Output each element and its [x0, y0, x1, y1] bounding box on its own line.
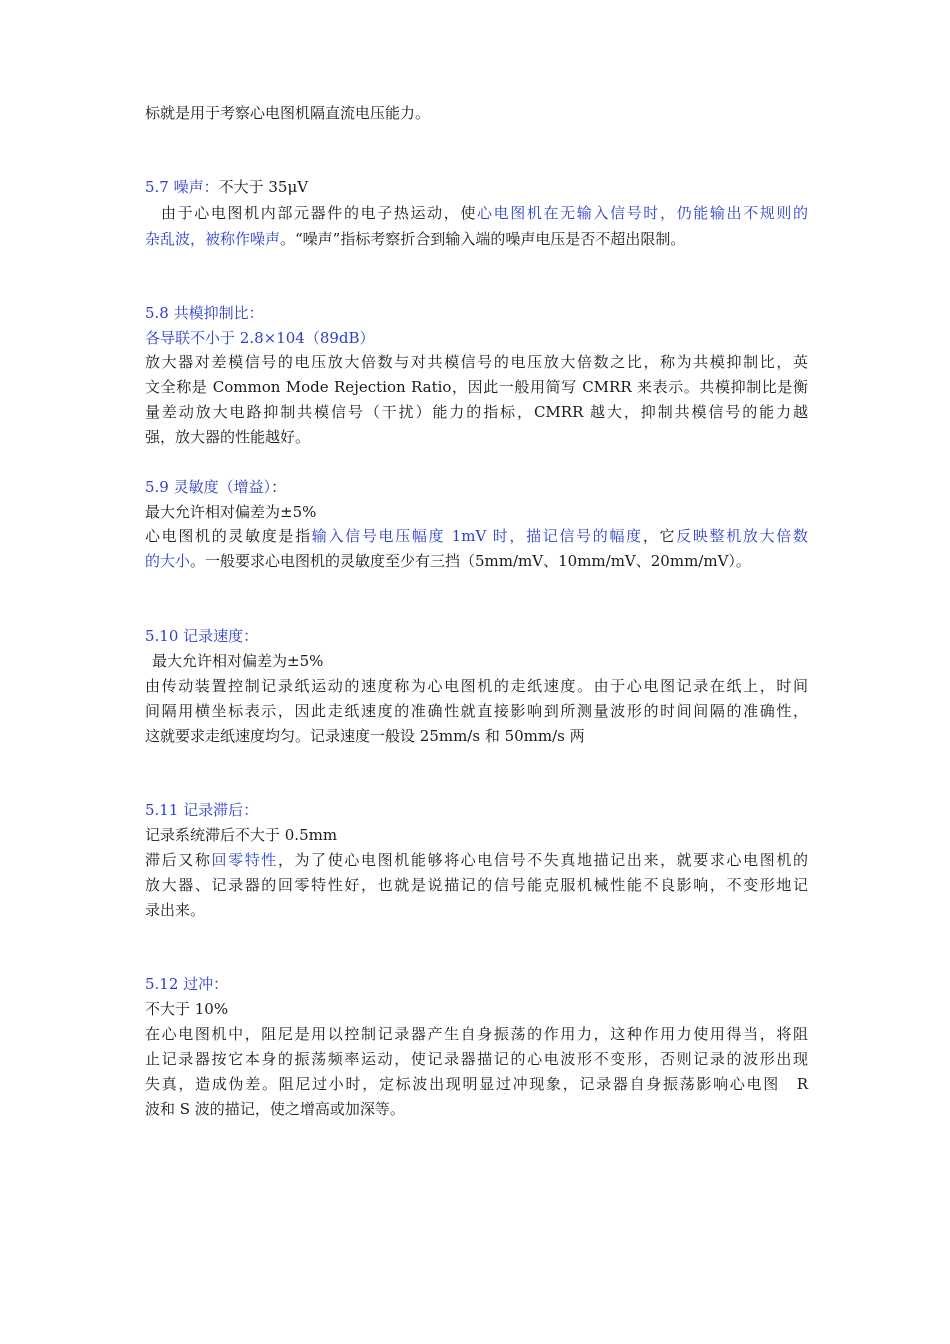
section-5-11-line-3: 录出来。: [145, 901, 206, 919]
section-5-11-title: 5.11 记录滞后：: [145, 801, 259, 819]
text-run: ，为了使心电图机能够将心电信号不失真地描记出来，就要求心电图机的: [277, 851, 808, 869]
section-5-8-title: 5.8 共模抑制比：: [145, 304, 264, 322]
text-run: 。一般要求心电图机的灵敏度至少有三挡（5mm/mV、10mm/mV、20mm/mV）。: [190, 552, 751, 570]
section-5-9-requirement: 最大允许相对偏差为±5%: [145, 503, 317, 521]
highlight-run: 心电图机在无输入信号时，仍能输出不规则的: [477, 204, 808, 222]
text-run: 放大器对差模信号的电压放大倍数与对共模信号的电压放大倍数之比，称为共模抑制比，英: [145, 353, 808, 371]
section-5-12-line-1: [145, 1024, 808, 1044]
text-run: 失真，造成伪差。阻尼过小时，定标波出现明显过冲现象，记录器自身振荡影响心电图 R: [145, 1075, 808, 1093]
text-run: 由于心电图机内部元器件的电子热运动，使: [161, 204, 477, 222]
section-5-10-line-2: [145, 701, 808, 721]
text-run: 文全称是 Common Mode Rejection Ratio，因此一般用简写 CMRR 来表示。共模抑制比是衡: [145, 378, 808, 396]
section-5-11-line-1-text: [145, 850, 808, 870]
highlight-run: 的大小: [145, 552, 191, 570]
section-5-7-para-line-1: [161, 203, 808, 223]
section-5-12-line-4: 波和 S 波的描记，使之增高或加深等。: [145, 1100, 405, 1118]
section-5-7-para-line-2: [145, 229, 685, 249]
section-5-7-title: 5.7 噪声：: [145, 178, 219, 196]
section-5-8-line-3: [145, 402, 808, 422]
section-5-8-line-2: [145, 377, 808, 397]
section-5-10-requirement: 最大允许相对偏差为±5%: [152, 652, 324, 670]
highlight-run: 杂乱波，被称作噪声: [145, 230, 281, 248]
text-run: ，它: [642, 527, 677, 545]
section-5-11-line-2: [145, 875, 808, 895]
text-run: ：: [271, 478, 287, 496]
highlight-run: 回零特性: [211, 851, 278, 869]
section-5-9-title: 5.9 灵敏度（增益）: [145, 478, 272, 496]
intro-line: 标就是用于考察心电图机隔直流电压能力。: [145, 104, 431, 122]
text-run: 间隔用横坐标表示，因此走纸速度的准确性就直接影响到所测量波形的时间间隔的准确性，: [145, 702, 808, 720]
section-5-9-heading: [145, 477, 286, 497]
section-5-12-title: 5.12 过冲：: [145, 975, 229, 993]
section-5-7-heading: [145, 177, 308, 197]
section-5-7-value: 不大于 35μV: [218, 178, 309, 196]
section-5-10-line-3: 这就要求走纸速度均匀。记录速度一般设 25mm/s 和 50mm/s 两: [145, 727, 585, 745]
text-run: 止记录器按它本身的振荡频率运动，使记录器描记的心电波形不变形，否则记录的波形出现: [145, 1050, 808, 1068]
section-5-8-line-4: 强，放大器的性能越好。: [145, 428, 311, 446]
text-run: 由传动装置控制记录纸运动的速度称为心电图机的走纸速度。由于心电图记录在纸上，时间: [145, 677, 808, 695]
section-5-9-line-1-text: [145, 526, 808, 546]
section-5-9-line-1: [145, 526, 808, 546]
text-run: 心电图机的灵敏度是指: [145, 527, 312, 545]
text-run: 量差动放大电路抑制共模信号（干扰）能力的指标，CMRR 越大，抑制共模信号的能力越: [145, 403, 808, 421]
text-run: 在心电图机中，阻尼是用以控制记录器产生自身振荡的作用力，这种作用力使用得当，将阻: [145, 1025, 808, 1043]
text-run: 。“噪声”指标考察折合到输入端的噪声电压是否不超出限制。: [280, 230, 686, 248]
section-5-8-requirement: 各导联不小于 2.8×104（89dB）: [145, 329, 375, 347]
section-5-11-line-1: [145, 850, 808, 870]
section-5-11-requirement: 记录系统滞后不大于 0.5mm: [145, 826, 338, 844]
text-run: 滞后又称: [145, 851, 212, 869]
section-5-10-line-1: [145, 676, 808, 696]
section-5-9-line-2: [145, 551, 751, 571]
section-5-8-line-1: [145, 352, 808, 372]
section-5-12-line-2: [145, 1049, 808, 1069]
highlight-run: 输入信号电压幅度 1mV 时，描记信号的幅度: [311, 527, 643, 545]
section-5-12-line-3: [145, 1074, 808, 1094]
text-run: 放大器、记录器的回零特性好，也就是说描记的信号能克服机械性能不良影响，不变形地记: [145, 876, 808, 894]
section-5-10-title: 5.10 记录速度：: [145, 627, 259, 645]
section-5-12-requirement: 不大于 10%: [145, 1000, 229, 1018]
highlight-run: 反映整机放大倍数: [676, 527, 808, 545]
section-5-7-para-line-1-text: [161, 203, 808, 223]
